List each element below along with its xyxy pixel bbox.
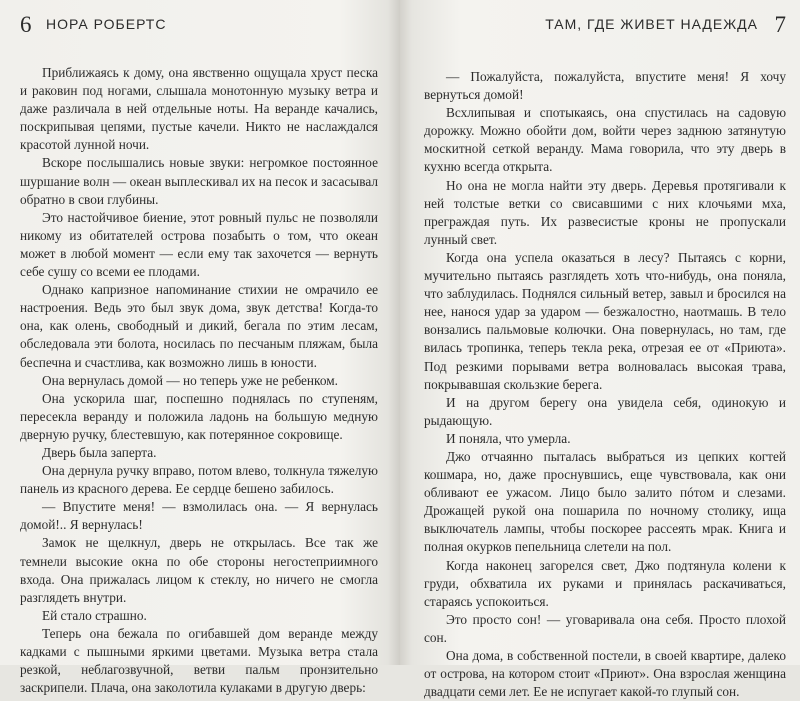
left-page-text — [20, 64, 378, 697]
paragraph: Замок не щелкнул, дверь не открылась. Все так же темнели высокие окна по обе стороны негостеприимного входа. Она прижалась лицом к стеклу, но ничего не смогла разглядеть внутри. — [20, 535, 378, 605]
paragraph: — Впустите меня! — взмолилась она. — Я вернулась домой!.. Я вернулась! — [20, 499, 378, 533]
paragraph: Дверь была заперта. — [42, 444, 157, 460]
left-page — [0, 0, 400, 696]
paragraph: Это просто сон! — уговаривала она себя. Просто плохой сон. — [424, 611, 786, 645]
paragraph: Теперь она бежала по огибавшей дом веранде между кадками с пышными яркими цветами. Музыка ветра стала резкой, неблагозвучной, ветви пальм пронзительно заскрипели. Плача, она заколотила кулаками в другую дверь: — [20, 625, 378, 696]
paragraph: Она дернула ручку вправо, потом влево, толкнула тяжелую панель из красного дерева. Ее сердце бешено забилось. — [20, 463, 378, 497]
paragraph: Когда она успела оказаться в лесу? Пытаясь с корни, мучительно пытаясь разглядеть хоть что-нибудь, она поняла, что заблудилась. Поднялся сильный ветер, завыл и бросился на нее, нанося удар за ударом — безжалостно, наотмашь. В тело вонзались пальмовые колючки. Она повернулась, но там, где вилась тропинка, теперь текла река, отрезая ее от «Приюта». Под резкими порывами ветра волновалась высокая трава, покрывавшая скользкие берега. — [424, 249, 786, 392]
paragraph: Она дома, в собственной постели, в своей квартире, далеко от острова, на котором стоит «Приют». Она взрослая женщина двадцати семи лет. Ее не испугает какой-то глупый сон. — [424, 648, 786, 700]
paragraph: Однако капризное напоминание стихии не омрачило ее настроения. Ведь это был звук дома, звук детства! Когда-то она, как олень, свободный и дикий, бегала по этим лесам, обследовала эти болота, носилась по песчаным пляжам, была беспечна и счастлива, как возможно лишь в юности. — [20, 282, 378, 370]
right-page — [400, 0, 800, 700]
paragraph: Ей стало страшно. — [42, 607, 147, 623]
right-page-number: 7 — [774, 12, 786, 37]
paragraph: Когда наконец загорелся свет, Джо подтянула колени к груди, обхватила их руками и принялась раскачиваться, стараясь успокоиться. — [424, 557, 786, 609]
paragraph: Это настойчивое биение, этот ровный пульс не позволяли никому из обитателей острова позабыть о том, что океан может в любой момент — если ему так захочется — вернуть себе сушу со всеми ее плодами. — [20, 209, 378, 280]
left-page-header — [20, 0, 378, 48]
paragraph: И поняла, что умерла. — [446, 430, 571, 446]
right-page-text — [424, 68, 786, 701]
paragraph: Всхлипывая и спотыкаясь, она спустилась на садовую дорожку. Можно обойти дом, войти через заднюю затянутую москитной сеткой веранду. Мама говорила, что эту дверь в кухню всегда открыта. — [424, 105, 786, 175]
paragraph: Она ускорила шаг, поспешно поднялась по ступеням, пересекла веранду и положила ладонь на большую медную дверную ручку, блестевшую, как потерянное сокровище. — [20, 390, 378, 442]
right-running-head: ТАМ, ГДЕ ЖИВЕТ НАДЕЖДА — [545, 16, 758, 32]
paragraph: И на другом берегу она увидела себя, одинокую и рыдающую. — [424, 394, 786, 428]
paragraph: Вскоре послышались новые звуки: негромкое постоянное шуршание волн — океан выплескивал их на песок и засасывал обратно в свои глубины. — [20, 155, 378, 207]
paragraph: Но она не могла найти эту дверь. Деревья протягивали к ней толстые ветки со свисавшими с них клочьями мха, преграждая путь. Их развесистые кроны не пропускали лунный свет. — [424, 177, 786, 247]
left-running-head: НОРА РОБЕРТС — [46, 16, 167, 32]
right-page-header — [424, 0, 786, 48]
paragraph: Она вернулась домой — но теперь уже не ребенком. — [42, 372, 338, 388]
paragraph: Приближаясь к дому, она явственно ощущала хруст песка и раковин под ногами, слышала монотонную музыку ветра и даже различала в ней отдельные ноты. На веранде качались, поскрипывая цепями, пустые качели. Никто не наслаждался красотой лунной ночи. — [20, 65, 378, 153]
paragraph: — Пожалуйста, пожалуйста, впустите меня! Я хочу вернуться домой! — [424, 69, 786, 103]
paragraph: Джо отчаянно пыталась выбраться из цепких когтей кошмара, но, даже проснувшись, еще чувствовала, как они обливают ее ужасом. Лицо было залито пóтом и слезами. Дрожащей рукой она пошарила по ночному столику, ища выключатель лампы, чтобы поскорее рассеять мрак. Книга и полная окурков пепельница слетели на пол. — [424, 448, 786, 555]
left-page-number: 6 — [20, 12, 32, 37]
